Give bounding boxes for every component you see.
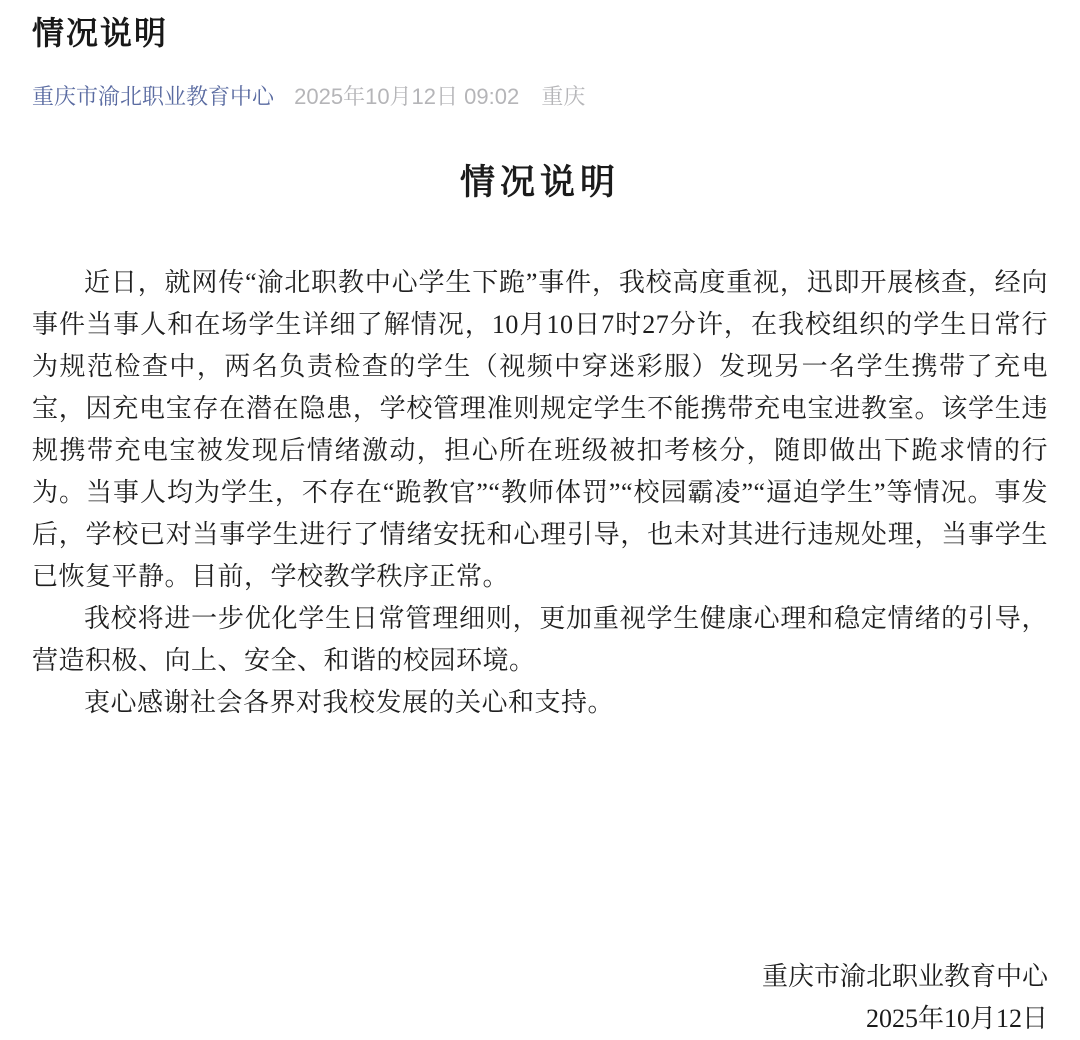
signature-block [32,956,1048,1040]
body-paragraph-1: 近日，就网传“渝北职教中心学生下跪”事件，我校高度重视，迅即开展核查，经向事件当事人和在场学生详细了解情况，10月10日7时27分许，在我校组织的学生日常行为规范检查中，两名负责检查的学生（视频中穿迷彩服）发现另一名学生携带了充电宝，因充电宝存在潜在隐患，学校管理准则规定学生不能携带充电宝进教室。该学生违规携带充电宝被发现后情绪激动，担心所在班级被扣考核分，随即做出下跪求情的行为。当事人均为学生，不存在“跪教官”“教师体罚”“校园霸凌”“逼迫学生”等情况。事发后，学校已对当事学生进行了情绪安抚和心理引导，也未对其进行违规处理，当事学生已恢复平静。目前，学校教学秩序正常。 [32,268,1048,591]
body-paragraph-2: 我校将进一步优化学生日常管理细则，更加重视学生健康心理和稳定情绪的引导，营造积极、向上、安全、和谐的校园环境。 [32,604,1048,675]
document-body [32,262,1048,724]
document-title: 情况说明 [459,163,620,202]
signature-name: 重庆市渝北职业教育中心 [761,962,1048,991]
author-link[interactable]: 重庆市渝北职业教育中心 [32,84,275,109]
byline [32,84,1048,110]
statement-document [32,164,1048,1040]
signature-date: 2025年10月12日 [865,1004,1048,1033]
page-title: 情况说明 [32,15,169,51]
body-paragraph-3: 衷心感谢社会各界对我校发展的关心和支持。 [84,688,615,717]
publish-location: 重庆 [541,84,586,109]
publish-datetime: 2025年10月12日 09:02 [294,84,520,109]
